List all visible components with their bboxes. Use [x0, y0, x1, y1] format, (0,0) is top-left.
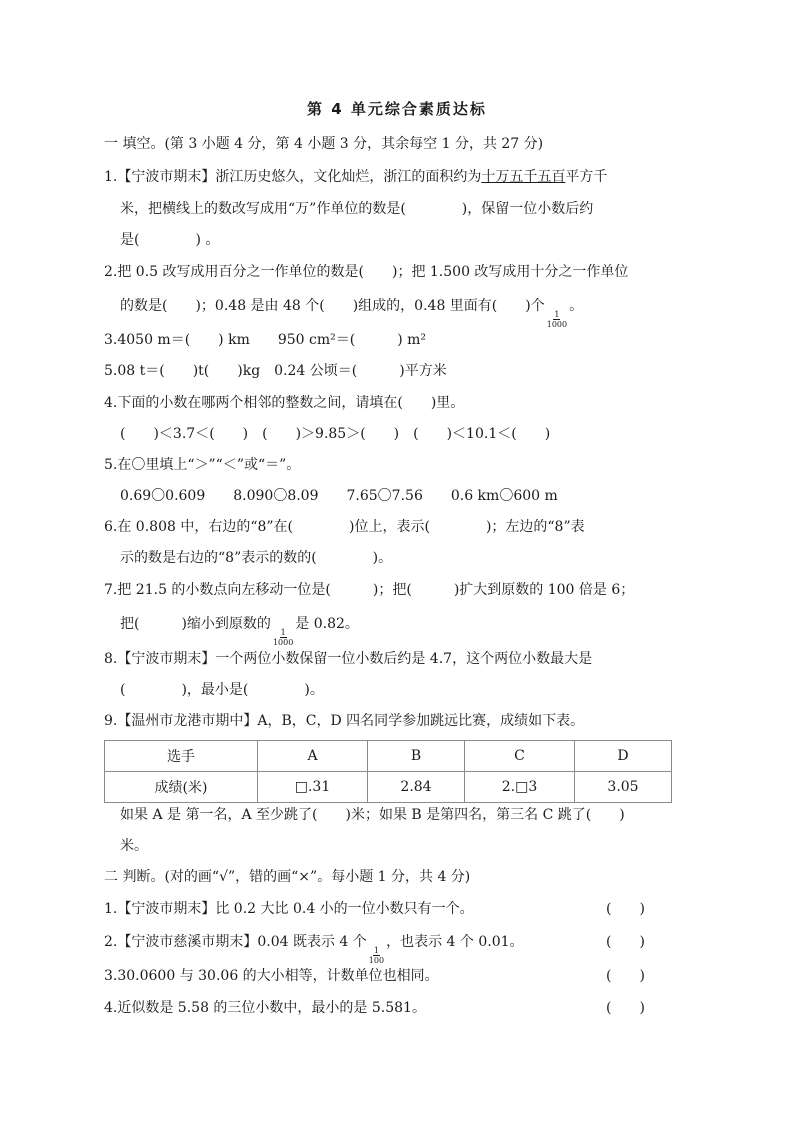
judge-answer-paren-2: ( ) — [606, 934, 645, 950]
table-cell: 2.84 — [368, 772, 465, 803]
judge-answer-paren-1: ( ) — [606, 901, 645, 917]
q3-line-2: 5.08 t＝( )t( )kg 0.24 公顷＝( )平方米 — [104, 363, 447, 379]
judge-item-1: 1.【宁波市期末】比 0.2 大比 0.4 小的一位小数只有一个。 — [104, 901, 474, 917]
judge-2-fraction: $\frac{1}{100}$ — [368, 946, 385, 965]
judge-item-3: 3.30.0600 与 30.06 的大小相等，计数单位也相同。 — [104, 968, 439, 984]
results-table — [104, 740, 672, 803]
judge-answer-paren-3: ( ) — [606, 968, 645, 984]
q2-fraction: $\frac{1}{1000}$ — [546, 310, 568, 329]
page-title: 第 4 单元综合素质达标 — [307, 100, 487, 118]
table-header-cell: B — [368, 741, 465, 772]
q2-text: 的数是( )；0.48 是由 48 个( )组成的，0.48 里面有( )个 — [120, 298, 545, 314]
q9-line-2: 如果 A 是 第一名，A 至少跳了( )米；如果 B 是第四名，第三名 C 跳了( ) — [120, 807, 625, 823]
q8-line-1: 8.【宁波市期末】一个两位小数保留一位小数后约是 4.7，这个两位小数最大是 — [104, 651, 593, 667]
q1-line-3: 是( ) 。 — [120, 232, 220, 248]
q7-fraction: $\frac{1}{1000}$ — [272, 628, 294, 647]
q2-line-2: 的数是( )；0.48 是由 48 个( )组成的，0.48 里面有( )个 $\frac{1}{1000}$ 。 — [120, 298, 584, 329]
q7-text: 把( )缩小到原数的 — [120, 616, 271, 632]
q8-line-2: ( )，最小是( )。 — [120, 682, 324, 698]
table-cell: 成绩(米) — [105, 772, 258, 803]
q5-line-1: 5.在〇里填上“＞”“＜”或“＝”。 — [104, 457, 301, 473]
table-row — [105, 741, 672, 772]
table-header-cell: C — [464, 741, 574, 772]
q7-line-2: 把( )缩小到原数的 $\frac{1}{1000}$ 是 0.82。 — [120, 616, 359, 647]
table-header-cell: 选手 — [105, 741, 258, 772]
q1-underlined-number: 十万五千五百 — [481, 169, 566, 185]
section-2-heading: 二 判断。(对的画“√”，错的画“×”。每小题 1 分，共 4 分) — [104, 869, 471, 885]
table-cell: 2.□3 — [464, 772, 574, 803]
q7-line-1: 7.把 21.5 的小数点向左移动一位是( )；把( )扩大到原数的 100 倍是 6； — [104, 582, 635, 598]
judge-item-4: 4.近似数是 5.58 的三位小数中，最小的是 5.581。 — [104, 1000, 426, 1016]
q1-text-end: 平方千 — [565, 169, 608, 185]
table-row — [105, 772, 672, 803]
q4-line-1: 4.下面的小数在哪两个相邻的整数之间，请填在( )里。 — [104, 395, 465, 411]
judge-answer-paren-4: ( ) — [606, 1000, 645, 1016]
q3-line-1: 3.4050 m＝( ) km 950 cm²＝( ) m² — [104, 332, 427, 348]
q1-line-2: 米，把横线上的数改写成用“万”作单位的数是( )，保留一位小数后约 — [120, 201, 594, 217]
table-cell: 3.05 — [575, 772, 672, 803]
q9-line-1: 9.【温州市龙港市期中】A，B，C，D 四名同学参加跳远比赛，成绩如下表。 — [104, 713, 585, 729]
judge-item-2: 2.【宁波市慈溪市期末】0.04 既表示 4 个 $\frac{1}{100}$ ，也表示 4 个 0.01。 — [104, 934, 524, 965]
table-header-cell: A — [258, 741, 368, 772]
table-header-cell: D — [575, 741, 672, 772]
q1-line-1 — [104, 167, 607, 187]
q9-line-3: 米。 — [120, 838, 148, 854]
q2-line-1: 2.把 0.5 改写成用百分之一作单位的数是( )；把 1.500 改写成用十分之一作单位 — [104, 264, 629, 280]
q1-text: 1.【宁波市期末】浙江历史悠久，文化灿烂，浙江的面积约为 — [104, 169, 482, 185]
q5-line-2: 0.69〇0.609 8.090〇8.09 7.65〇7.56 0.6 km〇600 m — [120, 488, 558, 504]
section-1-heading: 一 填空。(第 3 小题 4 分，第 4 小题 3 分，其余每空 1 分，共 27 分) — [104, 136, 544, 152]
q6-line-2: 示的数是右边的“8”表示的数的( )。 — [120, 550, 393, 566]
q4-line-2: ( )＜3.7＜( ) ( )＞9.85＞( ) ( )＜10.1＜( ) — [120, 426, 551, 442]
table-cell: □.31 — [258, 772, 368, 803]
q6-line-1: 6.在 0.808 中，右边的“8”在( )位上，表示( )；左边的“8”表 — [104, 519, 585, 535]
